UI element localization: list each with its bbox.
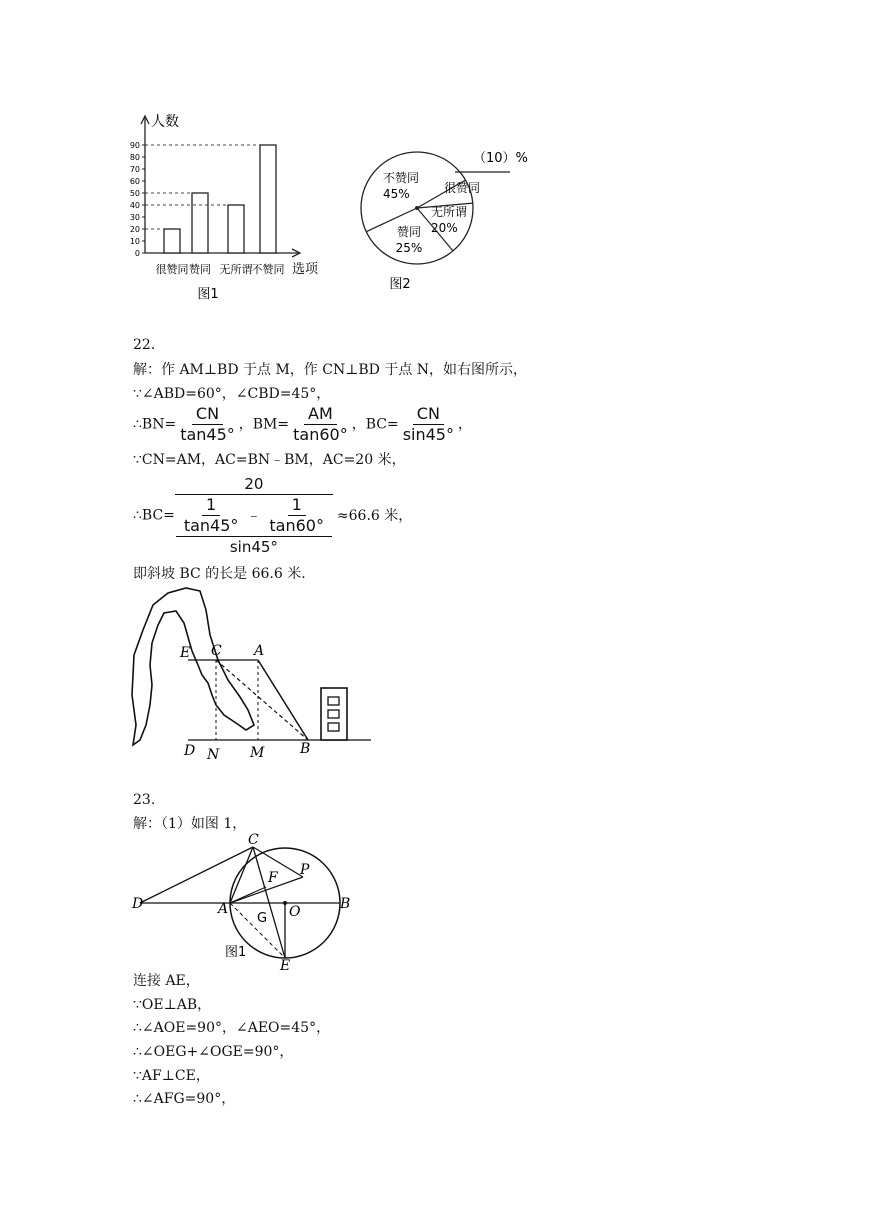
x-axis-label: 选项 — [292, 262, 319, 277]
line-ap — [230, 877, 303, 903]
minus-sign: ﹣ — [246, 506, 262, 524]
text-bc-eq: ∴BC= — [133, 507, 175, 524]
q23-line-4: ∴∠AOE=90°，∠AEO=45°， — [133, 1020, 331, 1036]
pie-chart — [355, 138, 530, 298]
y-tick-label: 40 — [129, 201, 140, 210]
q23-line-6: ∵AF⊥CE， — [133, 1068, 210, 1084]
label-b: B — [340, 896, 351, 912]
slope-cb — [216, 660, 308, 740]
q23-line-3: ∵OE⊥AB， — [133, 997, 212, 1013]
question-number-23: 23. — [133, 792, 156, 808]
label-o: O — [289, 904, 301, 920]
label-e: E — [280, 958, 291, 972]
y-tick-label: 30 — [129, 213, 140, 222]
label-a: A — [218, 901, 229, 917]
q23-line-5: ∴∠OEG+∠OGE=90°， — [133, 1044, 294, 1060]
q22-line-3 — [133, 404, 472, 445]
center-point — [283, 901, 287, 905]
slice-value: 45% — [383, 187, 410, 201]
slice-label: 不赞同 — [383, 171, 420, 185]
q23-line-2: 连接 AE， — [133, 973, 200, 989]
label-g: G — [257, 911, 268, 926]
chart-caption: 图1 — [197, 287, 219, 302]
label-m: M — [250, 745, 265, 761]
label-b: B — [300, 741, 311, 757]
label-d: D — [132, 896, 144, 912]
denominator-difference — [176, 495, 332, 537]
q22-line-4: ∵CN=AM，AC=BN﹣BM，AC=20 米， — [133, 452, 406, 468]
y-tick-label: 90 — [129, 141, 140, 150]
bar — [192, 193, 208, 253]
bar-chart — [120, 108, 335, 308]
y-axis-label: 人数 — [151, 114, 179, 130]
q22-line-1: 解：作 AM⊥BD 于点 M，作 CN⊥BD 于点 N，如右图所示， — [133, 362, 528, 378]
cliff-outline — [132, 588, 254, 745]
label-p: P — [300, 862, 310, 878]
fraction-cn-tan45: $\frac{CN}{\tan 45^\circ}$ — [180, 404, 235, 444]
label-n: N — [207, 747, 220, 763]
label-c: C — [248, 832, 259, 848]
text-bn: ∴BN= — [133, 416, 177, 433]
y-tick-label: 70 — [129, 165, 140, 174]
q22-line-2: ∵∠ABD=60°，∠CBD=45°， — [133, 386, 331, 402]
y-tick-label: 80 — [129, 153, 140, 162]
q22-line-5 — [133, 474, 412, 557]
label-f: F — [268, 870, 278, 886]
y-tick-label: 50 — [129, 189, 140, 198]
question-number-22: 22. — [133, 337, 156, 353]
fraction-1-tan60: $\frac{1}{\tan 60^\circ}$ — [269, 495, 324, 535]
q22-line-6: 即斜坡 BC 的长是 66.6 米. — [133, 566, 306, 582]
figure-caption: 图1 — [225, 945, 247, 960]
label-c: C — [211, 643, 222, 659]
slice-label: 赞同 — [396, 225, 422, 239]
circle-figure — [128, 832, 358, 972]
label-a: A — [254, 643, 265, 659]
text-bm: ，BM= — [238, 416, 290, 433]
slice-label: 无所谓 — [431, 205, 468, 219]
y-tick-label: 60 — [129, 177, 140, 186]
slope-ab — [258, 660, 308, 740]
fraction-1-tan45: $\frac{1}{\tan 45^\circ}$ — [183, 495, 239, 535]
category-label: 赞同 — [189, 263, 211, 276]
slice-value: 20% — [431, 221, 458, 235]
chart-caption: 图2 — [389, 277, 411, 292]
category-label: 很赞同 — [155, 263, 189, 276]
slice-label: 很赞同 — [444, 181, 481, 195]
pie-center — [415, 206, 419, 210]
category-label: 不赞同 — [251, 263, 285, 276]
y-tick-label: 20 — [129, 225, 140, 234]
label-d: D — [184, 743, 196, 759]
slope-figure — [128, 585, 378, 765]
building — [321, 688, 347, 740]
approx-result: ≈66.6 米， — [336, 507, 413, 524]
comma: ， — [457, 416, 472, 433]
line-dc — [140, 847, 253, 903]
bar — [164, 229, 180, 253]
fraction-am-tan60: $\frac{AM}{\tan 60^\circ}$ — [293, 404, 348, 444]
bar — [228, 205, 244, 253]
y-tick-label: 0 — [134, 249, 140, 258]
bar — [260, 145, 276, 253]
slice-value: 25% — [395, 241, 423, 255]
y-tick-label: 10 — [129, 237, 140, 246]
label-e: E — [180, 645, 191, 661]
category-label: 无所谓 — [219, 263, 253, 276]
q23-line-7: ∴∠AFG=90°， — [133, 1091, 236, 1107]
compound-fraction: 20 $\frac{1}{\tan 45^\circ}$ ﹣ $\frac{1}{\tan 60^\circ}$ sin45° — [175, 474, 333, 557]
fraction-cn-sin45: $\frac{CN}{\sin 45^\circ}$ — [402, 404, 454, 444]
callout-label: （10）% — [473, 151, 528, 166]
text-bc: ，BC= — [351, 416, 399, 433]
q23-line-1: 解：（1）如图 1， — [133, 816, 247, 832]
